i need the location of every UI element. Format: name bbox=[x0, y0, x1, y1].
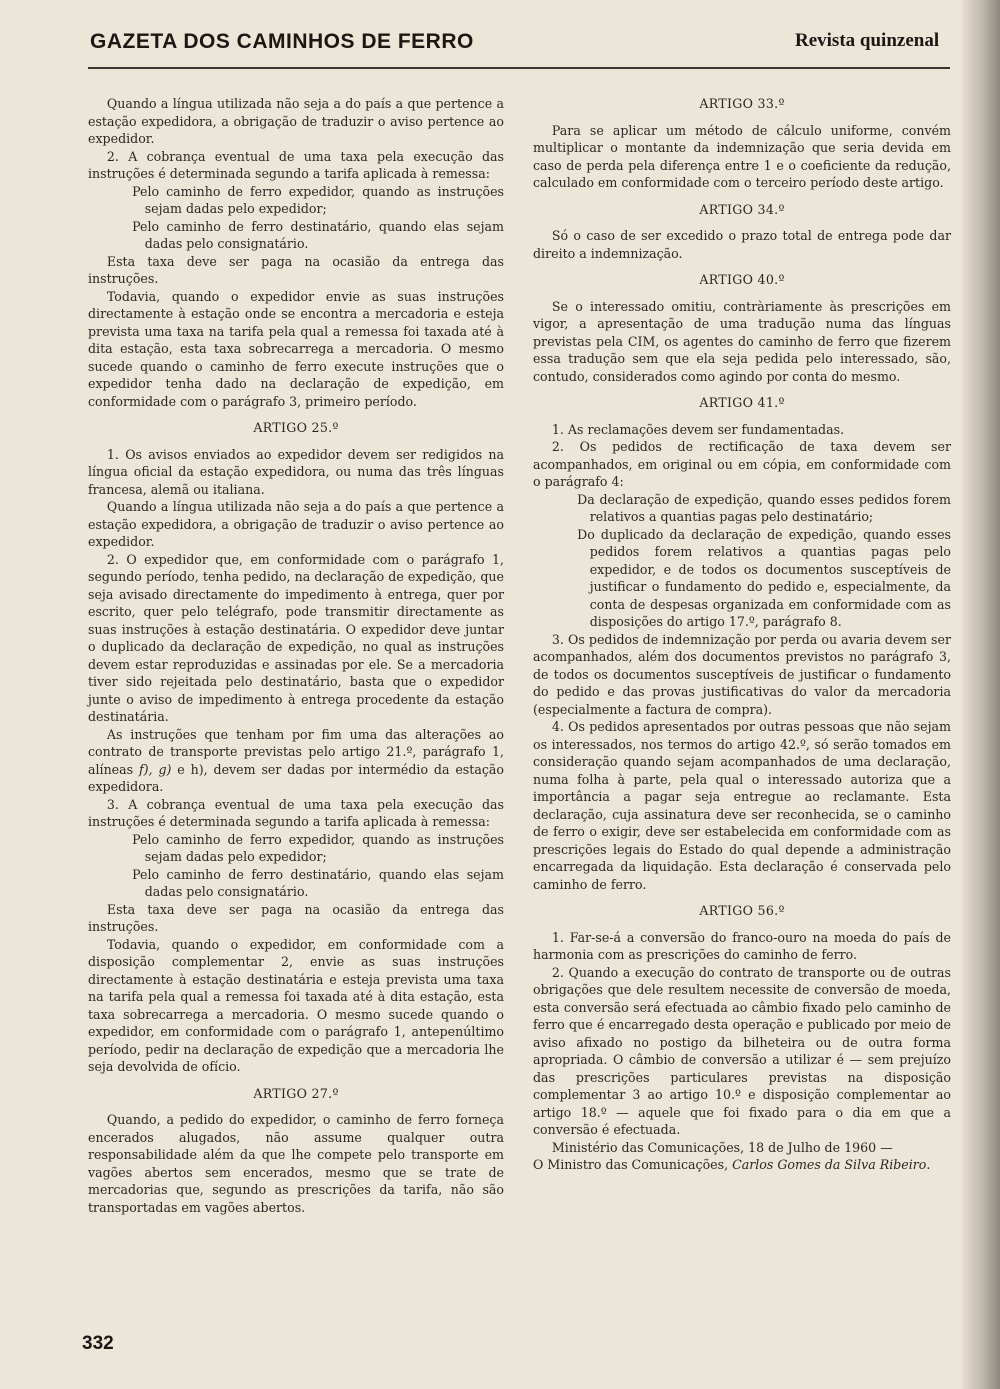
paragraph: Quando a língua utilizada não seja a do país a que pertence a estação expedidora, a obrigação de traduzir o aviso pertence ao expedidor. bbox=[88, 96, 504, 146]
indented-clause: Pelo caminho de ferro expedidor, quando as instruções sejam dadas pelo expedidor; bbox=[132, 831, 504, 864]
paragraph: Ministério das Comunicações, 18 de Julho de 1960 — bbox=[551, 1139, 893, 1155]
left-column bbox=[88, 95, 504, 1216]
paragraph bbox=[88, 726, 504, 796]
paragraph: Quando a língua utilizada não seja a do país a que pertence a estação expedidora, a obrigação de traduzir o aviso pertence ao expedidor. bbox=[88, 499, 504, 549]
paragraph: 2. O expedidor que, em conformidade com o parágrafo 1, segundo período, tenha pedido, na declaração de expedição, que seja avisado directamente do impedimento à entrega, quer por escrito, quer pelo telégrafo, pode transmitir directamente as suas instruções à estação destinatária. O expedidor deve juntar o duplicado da declaração de expedição, no qual as instruções devem estar reproduzidas e assinadas por ele. Se a mercadoria tiver sido rejeitada pelo destinatário, basta que o expedidor junte o aviso de impedimento à entrega procedente da estação destinatária. bbox=[88, 551, 504, 724]
signature-line bbox=[533, 1156, 951, 1174]
italic-run: Carlos Gomes da Silva Ribeiro bbox=[732, 1157, 927, 1172]
indented-clause: Da declaração de expedição, quando esses pedidos forem relativos a quantias pagas pelo destinatário; bbox=[577, 491, 951, 524]
paragraph: Todavia, quando o expedidor, em conformidade com a disposição complementar 2, envie as suas instruções directamente à estação destinatária e esteja prevista uma taxa na tarifa pela qual a remessa foi taxada até à dita estação, esta taxa sobrecarrega a mercadoria. O mesmo sucede quando o expedidor, em conformidade com o parágrafo 1, antepenúltimo período, pedir na declaração de expedição que a mercadoria lhe seja devolvida de ofício. bbox=[88, 936, 504, 1074]
text-run: O Ministro das Comunicações, bbox=[533, 1157, 733, 1172]
indented-clause: Pelo caminho de ferro destinatário, quando elas sejam dadas pelo consignatário. bbox=[132, 866, 504, 899]
paragraph: Esta taxa deve ser paga na ocasião da entrega das instruções. bbox=[88, 901, 504, 934]
paragraph: 3. Os pedidos de indemnização por perda ou avaria devem ser acompanhados, além dos documentos previstos no parágrafo 3, de todos os documentos susceptíveis de justificar o fundamento do pedido e das provas justificativas do valor da mercadoria (especialmente a factura de compra). bbox=[533, 631, 951, 717]
article-heading: ARTIGO 25.º bbox=[253, 420, 339, 435]
journal-subtitle: Revista quinzenal bbox=[795, 30, 940, 51]
paragraph: Esta taxa deve ser paga na ocasião da entrega das instruções. bbox=[88, 253, 504, 286]
journal-title: GAZETA DOS CAMINHOS DE FERRO bbox=[90, 30, 474, 53]
paragraph: 1. Far-se-á a conversão do franco-ouro na moeda do país de harmonia com as prescrições do caminho de ferro. bbox=[533, 929, 951, 962]
paragraph: 2. A cobrança eventual de uma taxa pela execução das instruções é determinada segundo a tarifa aplicada à remessa: bbox=[88, 148, 504, 181]
paragraph: 3. A cobrança eventual de uma taxa pela execução das instruções é determinada segundo a tarifa aplicada à remessa: bbox=[88, 796, 504, 829]
italic-run: f), g) bbox=[138, 761, 172, 777]
paragraph: Para se aplicar um método de cálculo uniforme, convém multiplicar o montante da indemnização que seria devida em caso de perda pela diferença entre 1 e o coeficiente da redução, calculado em conformidade com o terceiro período deste artigo. bbox=[533, 122, 951, 190]
text-run: As instruções que tenham por fim uma das alterações ao contrato de transporte previstas pelo artigo 21.º, parágrafo 1, alíneas bbox=[88, 726, 504, 777]
article-heading: ARTIGO 33.º bbox=[699, 96, 785, 111]
article-heading: ARTIGO 41.º bbox=[699, 395, 785, 410]
article-heading: ARTIGO 27.º bbox=[253, 1085, 339, 1101]
paragraph: 2. Os pedidos de rectificação de taxa devem ser acompanhados, em original ou em cópia, em conformidade com o parágrafo 4: bbox=[533, 439, 951, 489]
article-heading: ARTIGO 40.º bbox=[699, 272, 785, 287]
paragraph: Se o interessado omitiu, contràriamente às prescrições em vigor, a apresentação de uma tradução numa das línguas previstas pela CIM, os agentes do caminho de ferro que fizerem essa tradução sem que ela seja pedida pelo interessado, são, contudo, considerados como agindo por conta do mesmo. bbox=[533, 298, 951, 384]
paragraph: 4. Os pedidos apresentados por outras pessoas que não sejam os interessados, nos termos do artigo 42.º, só serão tomados em consideração quando sejam acompanhados de uma declaração, numa folha à parte, pela qual o interessado autoriza que a importância a pagar seja entregue ao reclamante. Esta declaração, cuja assinatura deve ser reconhecida, se o caminho de ferro o exigir, deve ser estabelecida em conformidade com as prescrições legais do Estado do qual depende a administração encarregada da liquidação. Esta declaração é conservada pelo caminho de ferro. bbox=[533, 719, 951, 892]
indented-clause: Pelo caminho de ferro destinatário, quando elas sejam dadas pelo consignatário. bbox=[132, 218, 504, 251]
paragraph: Todavia, quando o expedidor envie as suas instruções directamente à estação onde se encontra a mercadoria e esteja prevista uma taxa na tarifa pela qual a remessa foi taxada até à dita estação, esta taxa sobrecarrega a mercadoria. O mesmo sucede quando o caminho de ferro execute instruções que o expedidor tenha dado na declaração de expedição, em conformidade com o parágrafo 3, primeiro período. bbox=[88, 288, 504, 409]
paragraph: 2. Quando a execução do contrato de transporte ou de outras obrigações que dele resultem necessite de conversão de moeda, esta conversão será efectuada ao câmbio fixado pelo caminho de ferro que é encarregado desta operação e publicado por meio de aviso afixado no postigo da bilheteira ou de outra forma apropriada. O câmbio de conversão a utilizar é — sem prejuízo das prescrições particulares previstas na disposição complementar 3 ao artigo 10.º e disposição complementar ao artigo 18.º — aquele que foi fixado para o dia em que a conversão é efectuada. bbox=[533, 964, 951, 1137]
indented-clause: Pelo caminho de ferro expedidor, quando as instruções sejam dadas pelo expedidor; bbox=[132, 183, 504, 216]
article-heading: ARTIGO 34.º bbox=[699, 201, 785, 217]
paragraph: Só o caso de ser excedido o prazo total de entrega pode dar direito a indemnização. bbox=[533, 228, 951, 261]
page-number: 332 bbox=[82, 1333, 114, 1354]
paragraph: 1. Os avisos enviados ao expedidor devem ser redigidos na língua oficial da estação expedidora, ou numa das três línguas francesa, alemã ou italiana. bbox=[88, 446, 504, 497]
right-column bbox=[533, 95, 951, 1174]
text-run: . bbox=[926, 1157, 931, 1172]
binding-edge bbox=[962, 0, 1000, 1389]
header-rule bbox=[88, 67, 950, 69]
text-run: e h), devem ser dadas por intermédio da estação expedidora. bbox=[88, 761, 504, 794]
paragraph: Quando, a pedido do expedidor, o caminho de ferro forneça encerados alugados, não assume qualquer outra responsabilidade além da que lhe compete pelo transporte em vagões abertos sem encerados, mesmo que se trate de mercadorias que, segundo as prescrições da tarifa, não são transportadas em vagões abertos. bbox=[88, 1112, 504, 1215]
article-heading: ARTIGO 56.º bbox=[699, 903, 785, 918]
paragraph: 1. As reclamações devem ser fundamentadas. bbox=[551, 421, 845, 437]
indented-clause: Do duplicado da declaração de expedição, quando esses pedidos forem relativos a quantias pagas pelo expedidor, e de todos os documentos susceptíveis de justificar o fundamento do pedido e, especialmente, da conta de despesas organizada em conformidade com as disposições do artigo 17.º, parágrafo 8. bbox=[577, 526, 951, 629]
